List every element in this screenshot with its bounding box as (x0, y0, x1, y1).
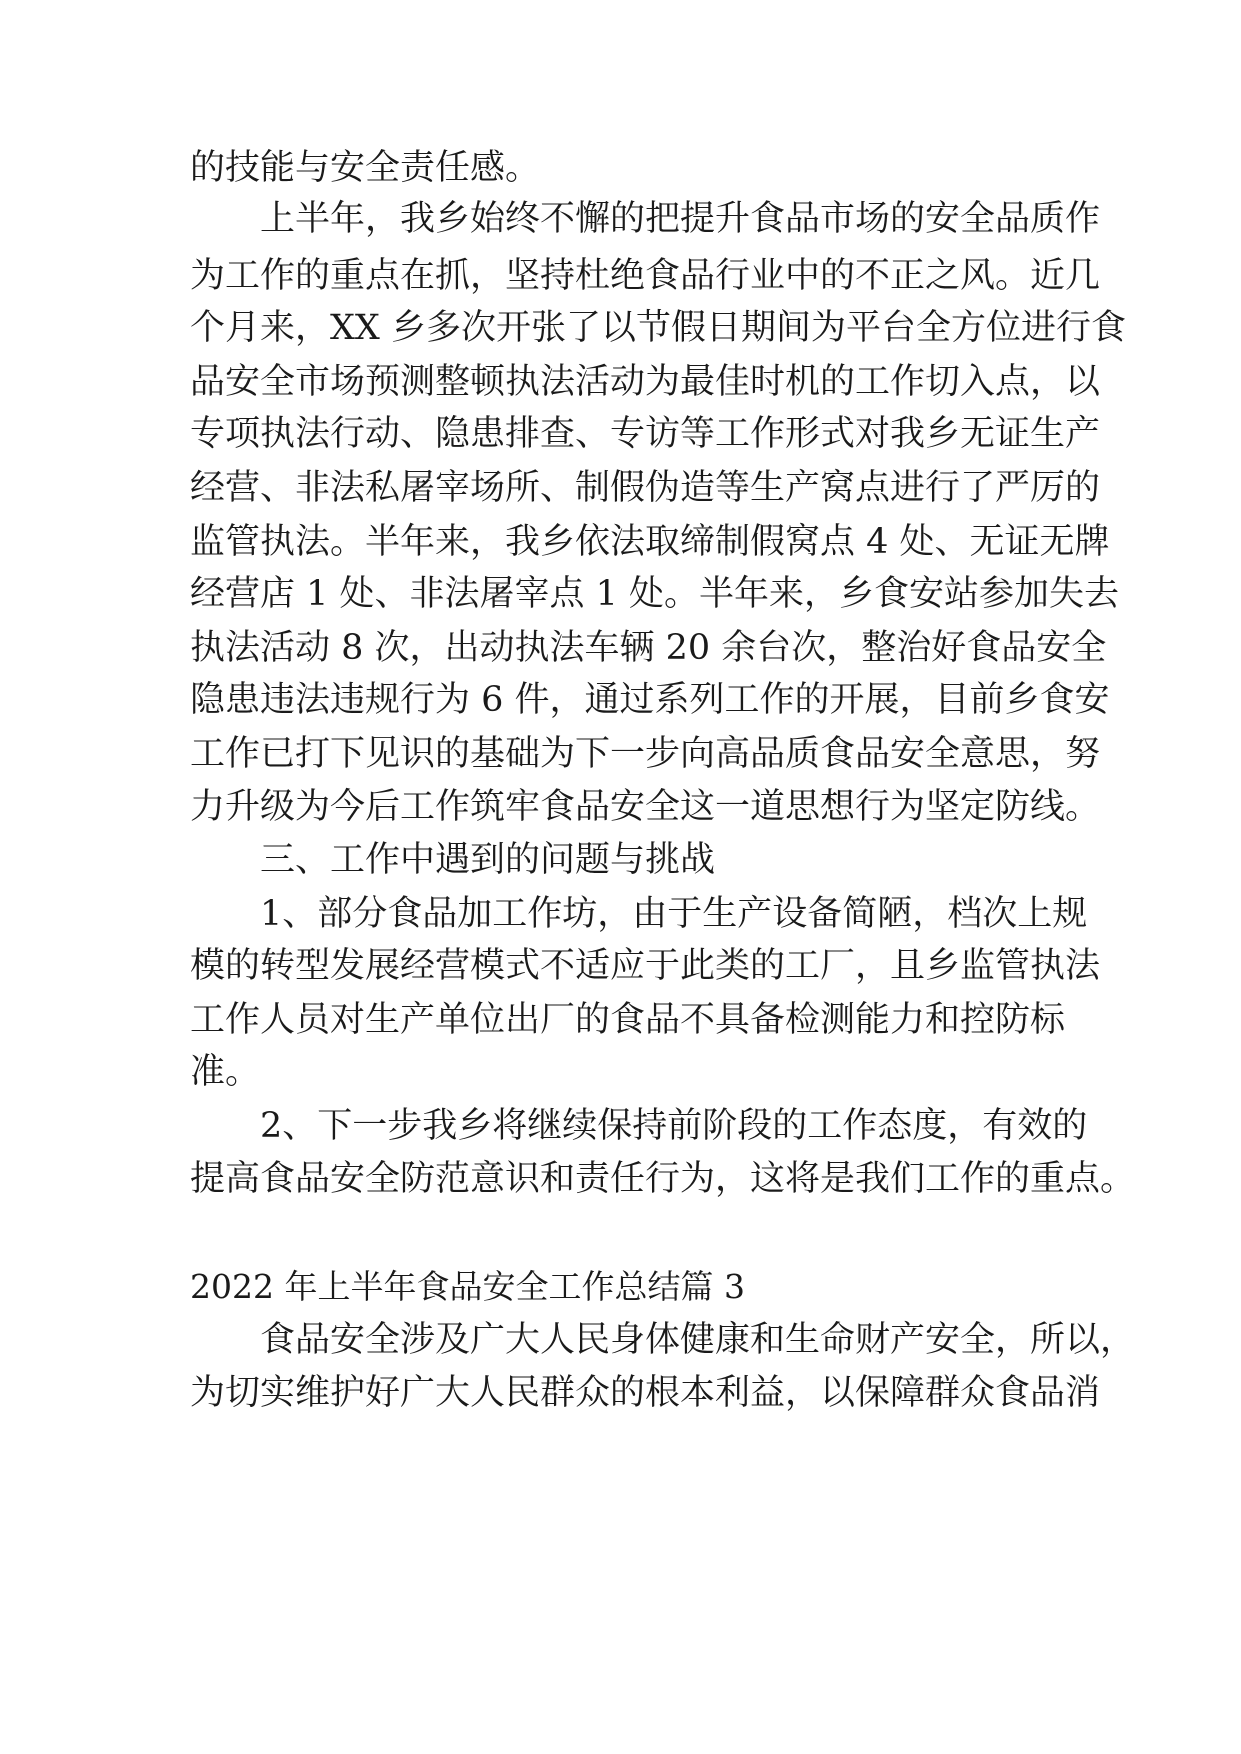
list-item-line: 提高食品安全防范意识和责任行为，这将是我们工作的重点。 (190, 1159, 1136, 1199)
list-item-line: 模的转型发展经营模式不适应于此类的工厂，且乡监管执法 (190, 946, 1101, 986)
list-item-line: 1、部分食品加工作坊，由于生产设备简陋，档次上规 (260, 894, 1088, 934)
paragraph-line: 专项执法行动、隐患排查、专访等工作形式对我乡无证生产 (190, 414, 1101, 454)
paragraph-line: 监管执法。半年来，我乡依法取缔制假窝点 4 处、无证无牌 (190, 522, 1110, 562)
paragraph-line: 执法活动 8 次，出动执法车辆 20 余台次，整治好食品安全 (190, 628, 1107, 668)
paragraph-line: 食品安全涉及广大人民身体健康和生命财产安全，所以， (260, 1320, 1136, 1360)
paragraph-line: 的技能与安全责任感。 (190, 148, 541, 188)
paragraph-line: 隐患违法违规行为 6 件，通过系列工作的开展，目前乡食安 (190, 680, 1110, 720)
list-item-line: 2、下一步我乡将继续保持前阶段的工作态度，有效的 (260, 1106, 1088, 1146)
paragraph-line: 品安全市场预测整顿执法活动为最佳时机的工作切入点，以 (190, 362, 1101, 402)
paragraph-line: 上半年，我乡始终不懈的把提升食品市场的安全品质作 (260, 199, 1101, 239)
list-item-line: 工作人员对生产单位出厂的食品不具备检测能力和控防标 (190, 1000, 1066, 1040)
article-title: 2022 年上半年食品安全工作总结篇 3 (190, 1267, 745, 1306)
paragraph-line: 经营、非法私屠宰场所、制假伪造等生产窝点进行了严厉的 (190, 468, 1101, 508)
paragraph-line: 工作已打下见识的基础为下一步向高品质食品安全意思，努 (190, 734, 1101, 774)
section-heading: 三、工作中遇到的问题与挑战 (260, 840, 716, 880)
paragraph-line: 经营店 1 处、非法屠宰点 1 处。半年来，乡食安站参加失去 (190, 574, 1120, 614)
list-item-line: 准。 (190, 1052, 261, 1092)
paragraph-line: 力升级为今后工作筑牢食品安全这一道思想行为坚定防线。 (190, 787, 1101, 827)
paragraph-line: 个月来，XX 乡多次开张了以节假日期间为平台全方位进行食 (190, 308, 1126, 348)
paragraph-line: 为工作的重点在抓，坚持杜绝食品行业中的不正之风。近几 (190, 256, 1101, 296)
paragraph-line: 为切实维护好广大人民群众的根本利益，以保障群众食品消 (190, 1373, 1101, 1413)
